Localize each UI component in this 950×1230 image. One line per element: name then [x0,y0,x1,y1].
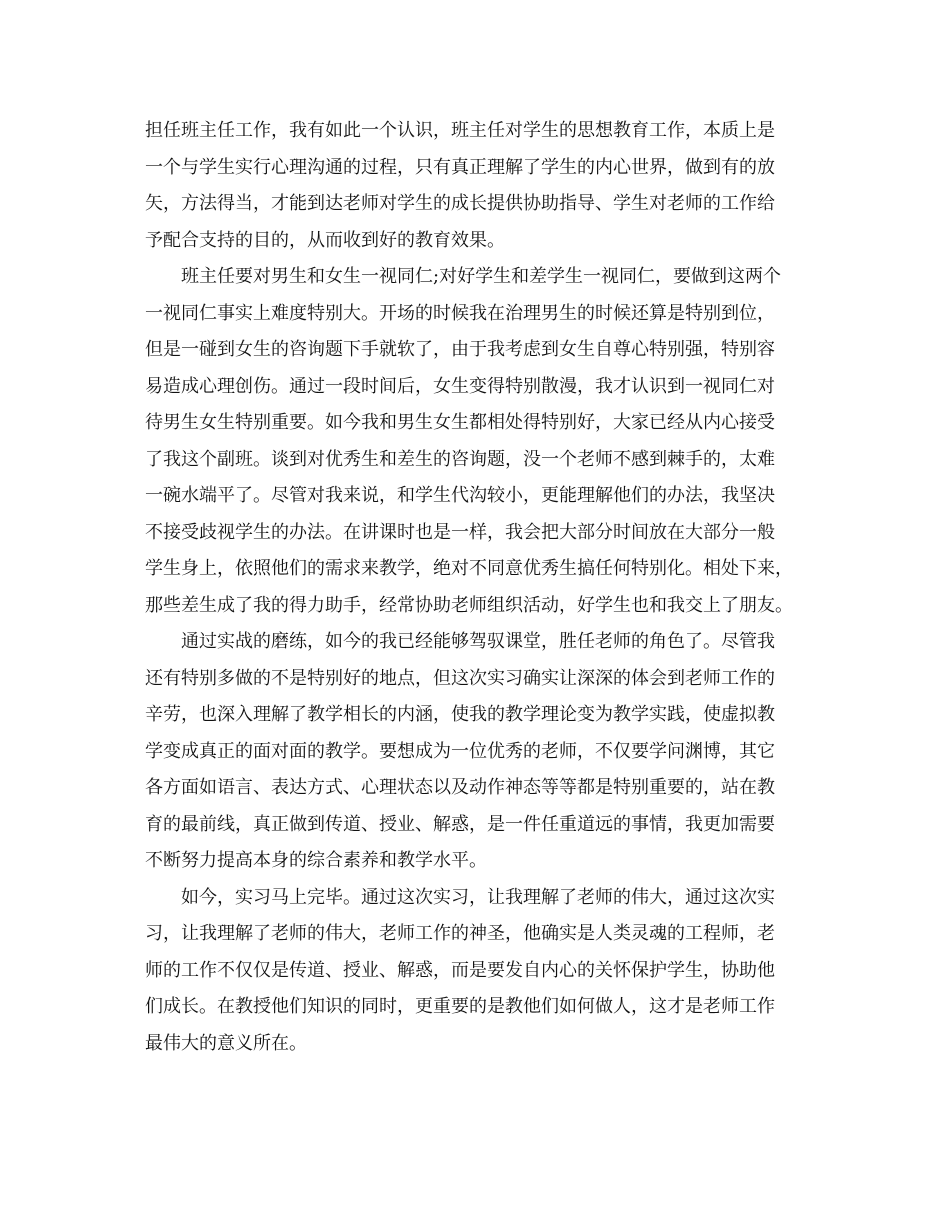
paragraph-3 [145,624,805,880]
paragraph-line: 学生身上，依照他们的需求来教学，绝对不同意优秀生搞任何特别化。相处下来， [145,558,793,579]
paragraph-line: 待男生女生特别重要。如今我和男生女生都相处得特别好，大家已经从内心接受 [145,412,775,433]
document-body [145,113,805,1062]
paragraph-line: 了我这个副班。谈到对优秀生和差生的咨询题，没一个老师不感到棘手的，太难 [145,448,775,470]
paragraph-line: 还有特别多做的不是特别好的地点，但这次实习确实让深深的体会到老师工作的 [145,667,775,689]
paragraph-line: 一视同仁事实上难度特别大。开场的时候我在治理男生的时候还算是特别到位， [145,302,775,324]
paragraph-line: 不断努力提高本身的综合素养和教学水平。 [145,850,487,871]
paragraph-line: 通过实战的磨练，如今的我已经能够驾驭课堂，胜任老师的角色了。尽管我 [181,631,775,652]
paragraph-line: 予配合支持的目的，从而收到好的教育效果。 [145,229,505,251]
paragraph-line: 易造成心理创伤。通过一段时间后，女生变得特别散漫，我才认识到一视同仁对 [145,375,775,397]
paragraph-line: 们成长。在教授他们知识的同时，更重要的是教他们如何做人，这才是老师工作 [145,996,775,1017]
paragraph-1 [145,113,805,259]
paragraph-line: 但是一碰到女生的咨询题下手就软了，由于我考虑到女生自尊心特别强，特别容 [145,339,775,360]
paragraph-line: 一个与学生实行心理沟通的过程，只有真正理解了学生的内心世界，做到有的放 [145,156,775,178]
paragraph-line: 师的工作不仅仅是传道、授业、解惑，而是要发自内心的关怀保护学生，协助他 [145,959,775,981]
paragraph-line: 育的最前线，真正做到传道、授业、解惑，是一件任重道远的事情，我更加需要 [145,813,775,835]
paragraph-line: 辛劳，也深入理解了教学相长的内涵，使我的教学理论变为教学实践，使虚拟教 [145,704,775,725]
paragraph-line: 如今，实习马上完毕。通过这次实习，让我理解了老师的伟大，通过这次实 [181,886,775,908]
paragraph-2 [145,259,805,624]
paragraph-line: 一碗水端平了。尽管对我来说，和学生代沟较小，更能理解他们的办法，我坚决 [145,485,775,506]
paragraph-line: 担任班主任工作，我有如此一个认识，班主任对学生的思想教育工作，本质上是 [145,120,775,141]
paragraph-line: 各方面如语言、表达方式、心理状态以及动作神态等等都是特别重要的，站在教 [145,777,775,798]
paragraph-line: 不接受歧视学生的办法。在讲课时也是一样，我会把大部分时间放在大部分一般 [145,521,775,543]
paragraph-line: 学变成真正的面对面的教学。要想成为一位优秀的老师，不仅要学问渊博，其它 [145,740,775,762]
paragraph-line: 最伟大的意义所在。 [145,1032,307,1054]
paragraph-4 [145,880,805,1063]
paragraph-line: 班主任要对男生和女生一视同仁;对好学生和差学生一视同仁，要做到这两个 [181,266,782,287]
paragraph-line: 习，让我理解了老师的伟大，老师工作的神圣，他确实是人类灵魂的工程师，老 [145,923,775,944]
paragraph-line: 矢，方法得当，才能到达老师对学生的成长提供协助指导、学生对老师的工作给 [145,193,775,214]
paragraph-line: 那些差生成了我的得力助手，经常协助老师组织活动，好学生也和我交上了朋友。 [145,594,793,616]
